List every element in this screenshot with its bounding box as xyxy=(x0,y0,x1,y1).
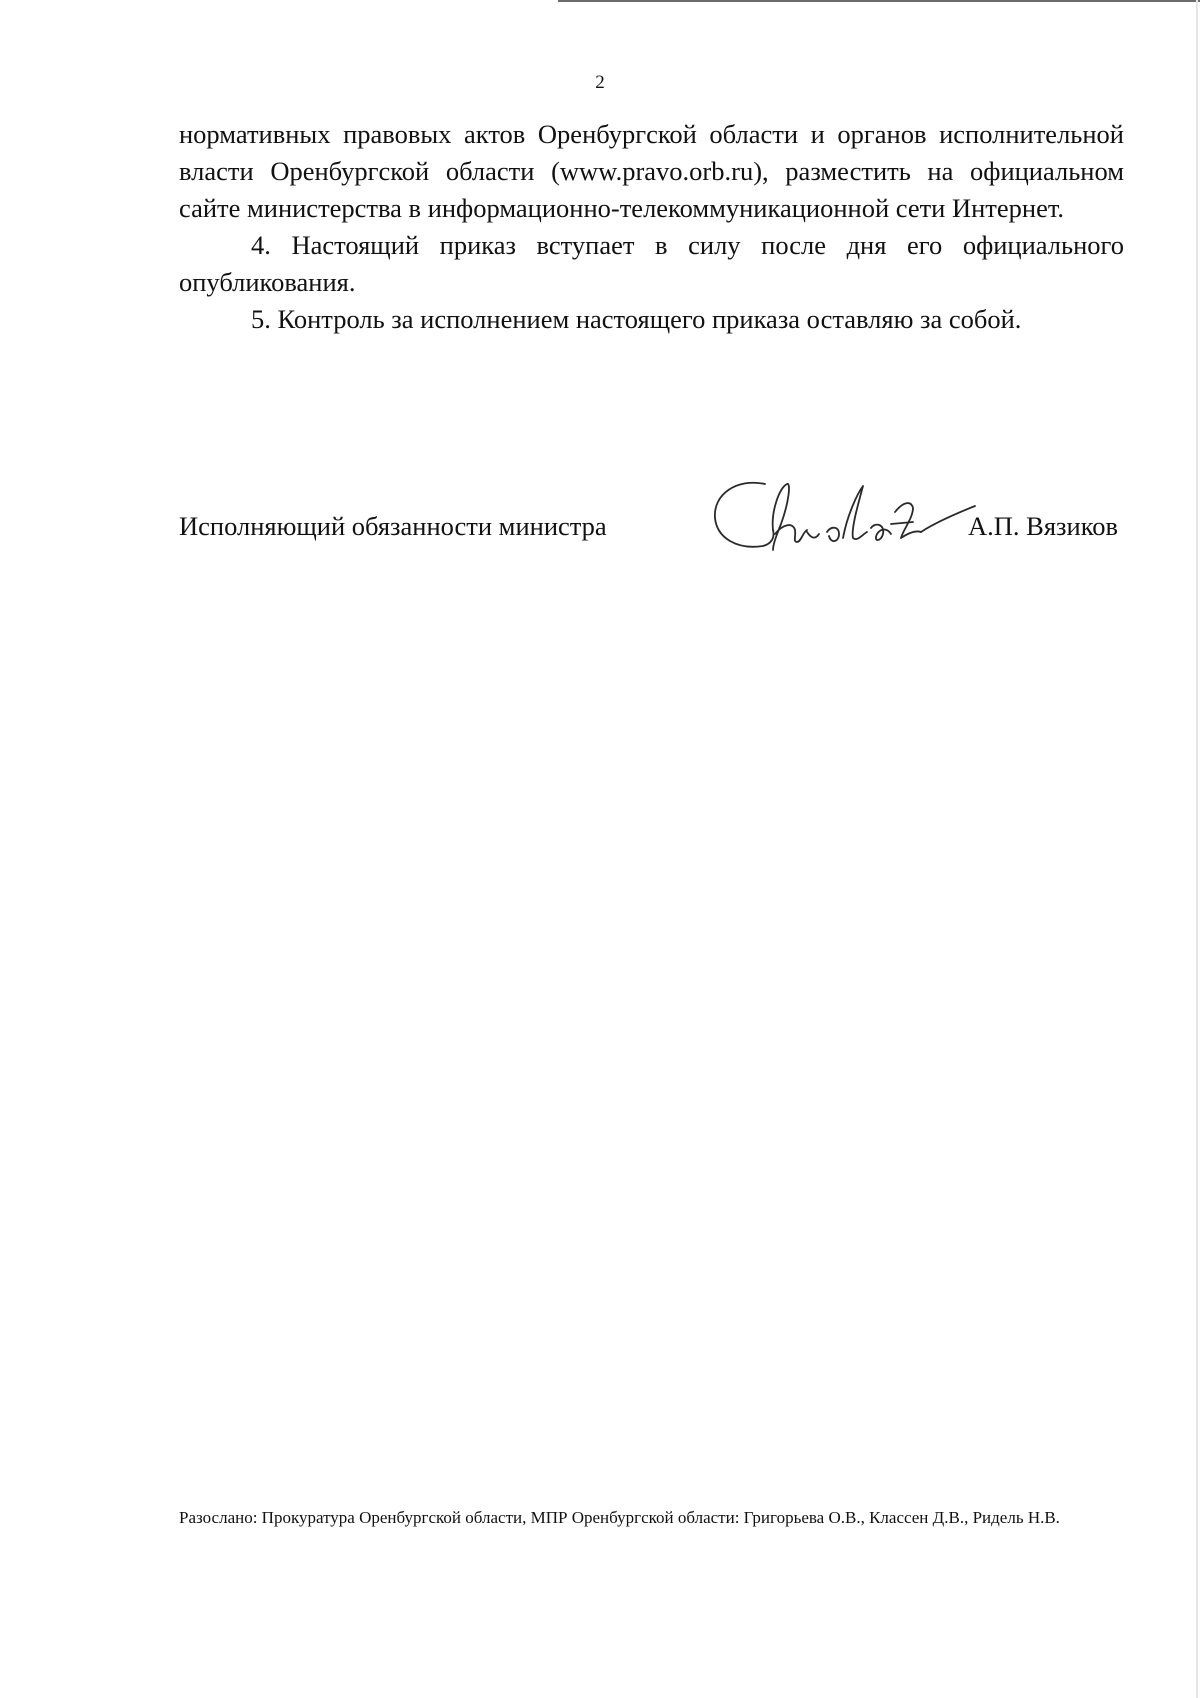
signer-name: А.П. Вязиков xyxy=(968,511,1118,541)
page-number: 2 xyxy=(595,72,605,93)
paragraph-continuation: нормативных правовых актов Оренбургской области и органов исполнительной власти Оренбургской области (www.pravo.orb.ru), разместить на официальном сайте министерства в информационно-телекоммуникационной сети Интернет. xyxy=(179,119,1124,223)
signer-title: Исполняющий обязанности министра xyxy=(179,511,607,541)
scan-right-edge xyxy=(1196,0,1198,1698)
paragraph-item-4: 4. Настоящий приказ вступает в силу после дня его официального опубликования. xyxy=(179,230,1124,297)
handwritten-signature xyxy=(707,472,977,562)
document-body xyxy=(179,116,1124,338)
paragraph-item-5: 5. Контроль за исполнением настоящего приказа оставляю за собой. xyxy=(251,304,1022,334)
distribution-list: Разослано: Прокуратура Оренбургской области, МПР Оренбургской области: Григорьева О.В., Классен Д.В., Ридель Н.В. xyxy=(179,1508,1060,1527)
signature-block xyxy=(179,472,1124,562)
scan-top-edge xyxy=(558,0,1200,2)
